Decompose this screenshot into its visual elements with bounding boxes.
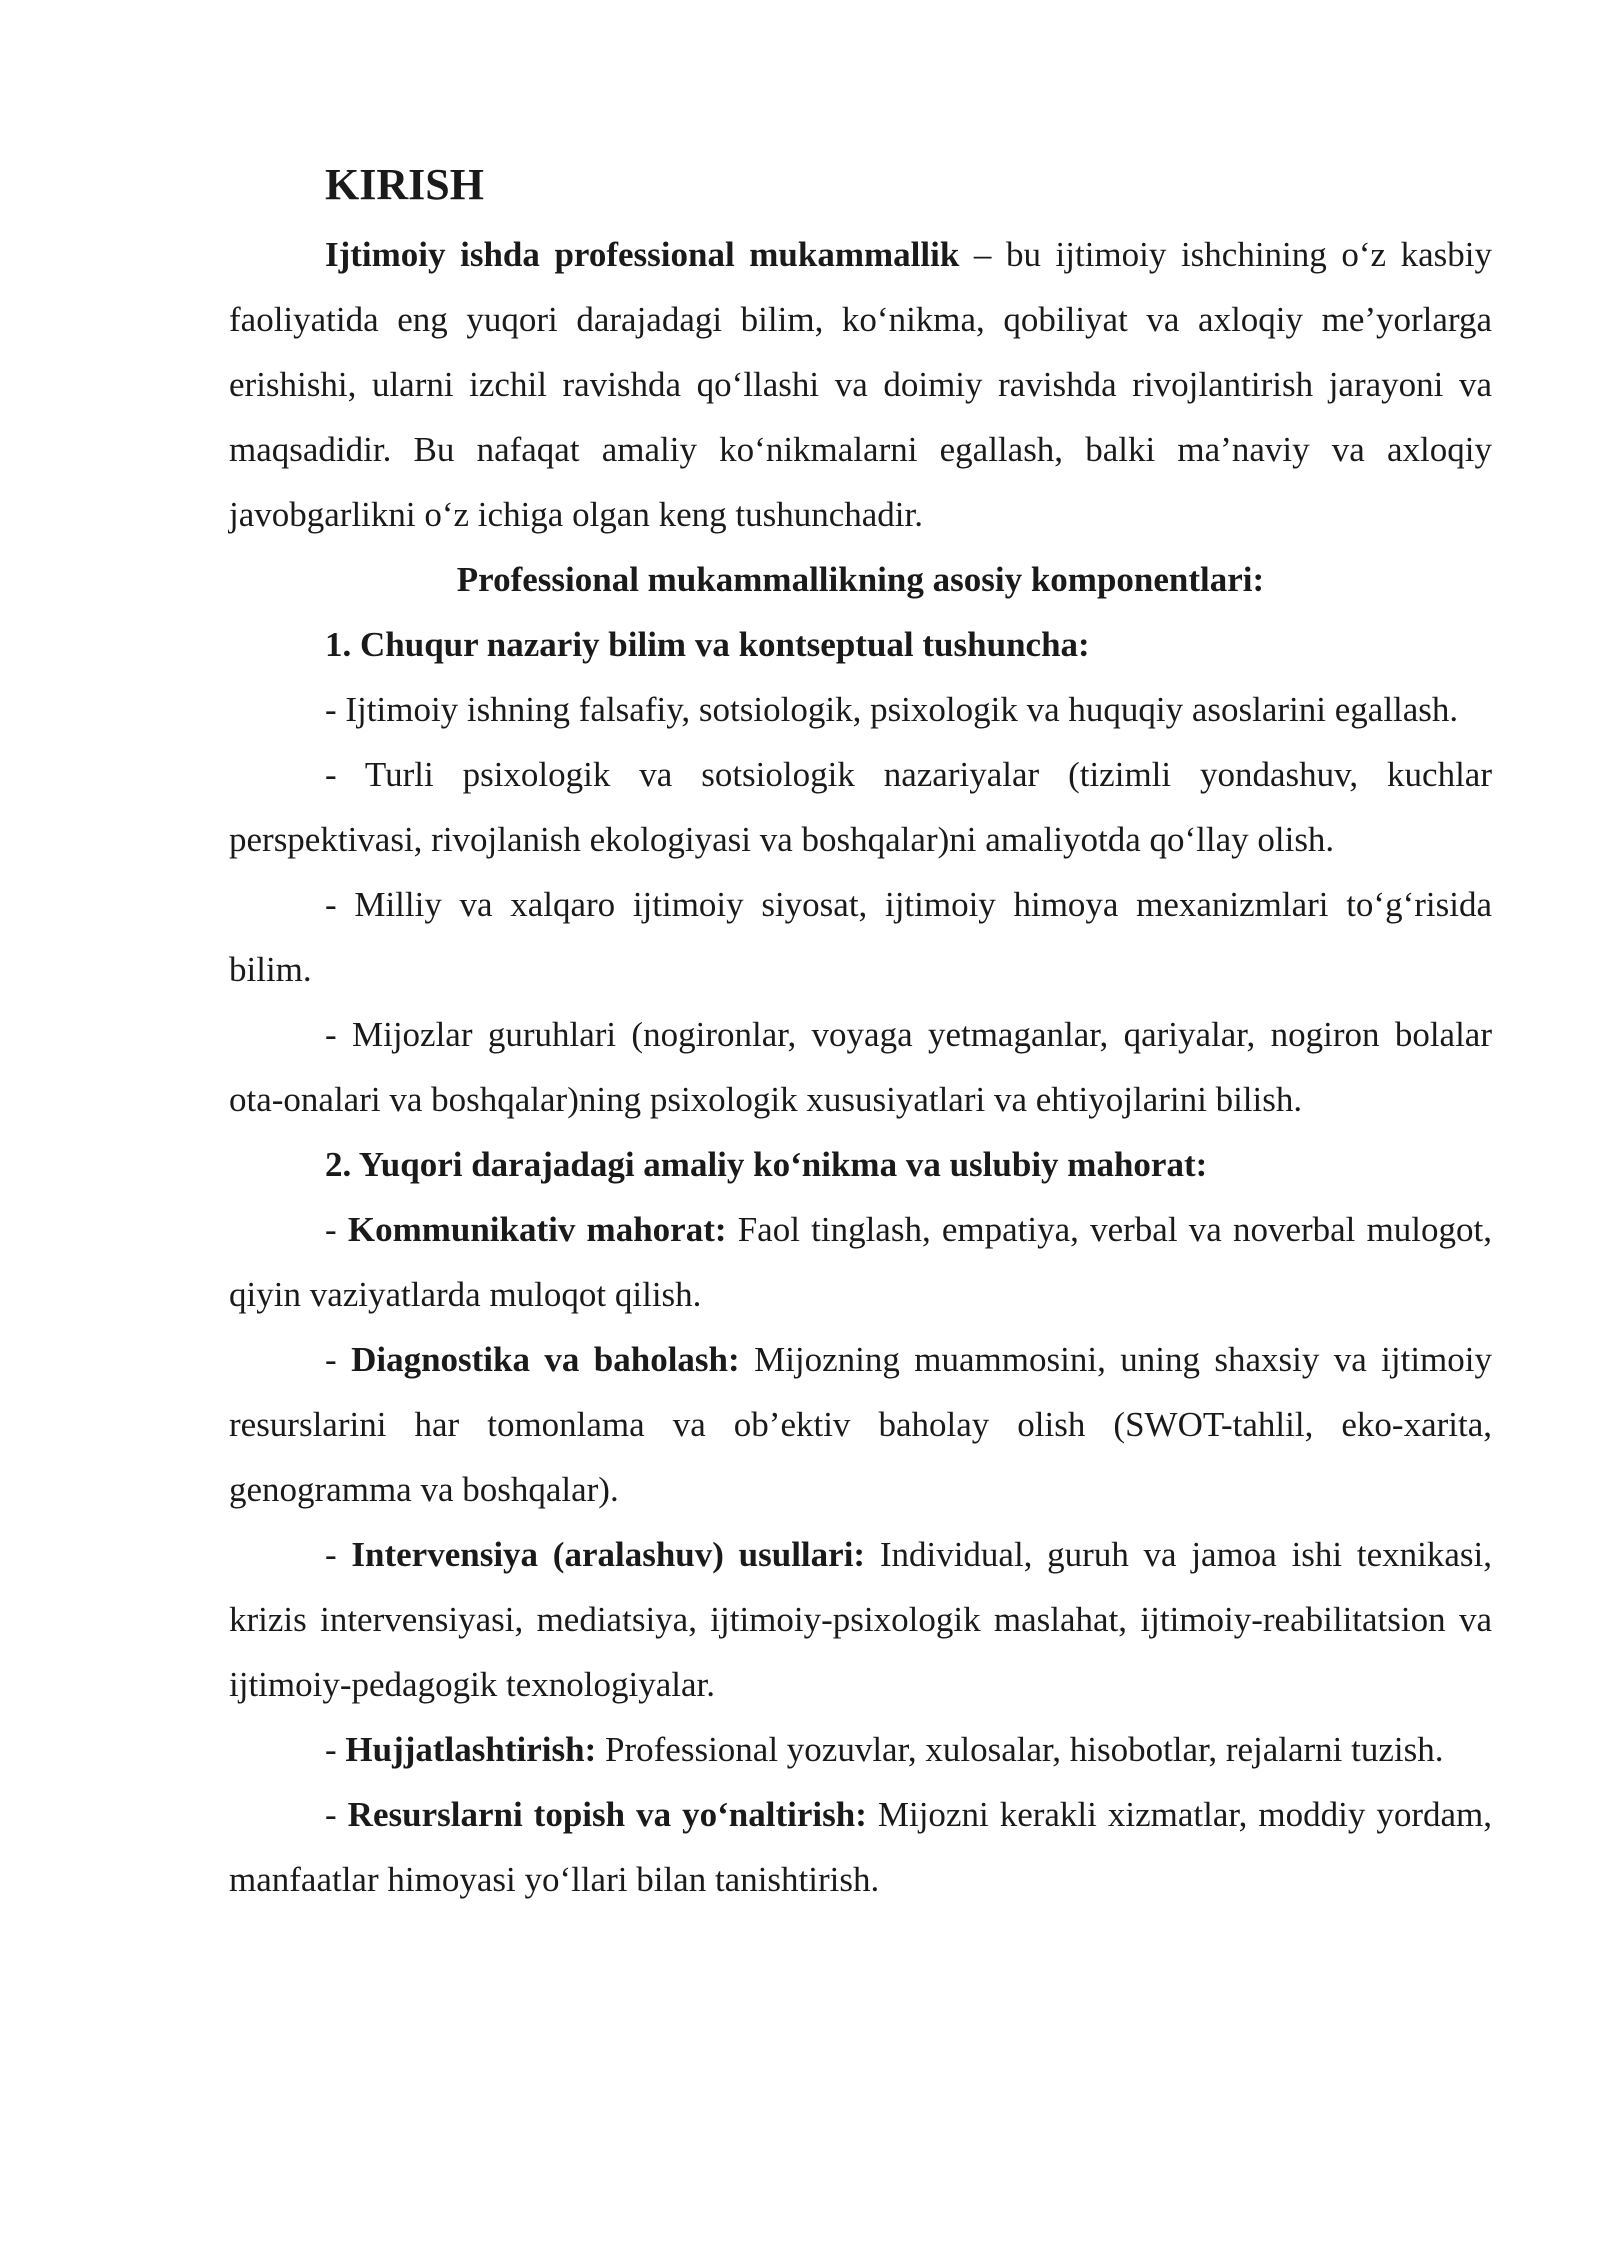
item-dash: - [325, 1730, 346, 1769]
item-text: Individual, guruh va jamoa ishi texnikasi, krizis intervensiyasi, mediatsiya, ijtimoiy-psixologik maslahat, ijtimoiy-reabilitatsion va ijtimoiy-pedagogik texnologiyalar. [229, 1535, 1492, 1704]
item-text: Professional yozuvlar, xulosalar, hisobotlar, rejalarni tuzish. [596, 1730, 1444, 1769]
section-2-heading: 2. Yuqori darajadagi amaliy ko‘nikma va uslubiy mahorat: [325, 1145, 1208, 1184]
intro-paragraph [229, 222, 1492, 547]
section-1-item: - Milliy va xalqaro ijtimoiy siyosat, ijtimoiy himoya mexanizmlari to‘g‘risida bilim. [229, 885, 1492, 989]
item-term: Kommunikativ mahorat: [347, 1210, 727, 1249]
intro-text: – bu ijtimoiy ishchining o‘z kasbiy faoliyatida eng yuqori darajadagi bilim, ko‘nikma, qobiliyat va axloqiy me’yorlarga erishishi, ularni izchil ravishda qo‘llashi va doimiy ravishda rivojlantirish jarayoni va maqsadidir. Bu nafaqat amaliy ko‘nikmalarni egallash, balki ma’naviy va axloqiy javobgarlikni o‘z ichiga olgan keng tushunchadir. [229, 235, 1492, 534]
section-1-item: - Ijtimoiy ishning falsafiy, sotsiologik, psixologik va huquqiy asoslarini egallash. [325, 690, 1459, 729]
intro-term: Ijtimoiy ishda professional mukammallik [325, 235, 960, 274]
section-2-item [229, 1782, 1492, 1912]
item-text: Faol tinglash, empatiya, verbal va noverbal mulogot, qiyin vaziyatlarda muloqot qilish. [229, 1210, 1493, 1314]
item-text: Mijozni kerakli xizmatlar, moddiy yordam, manfaatlar himoyasi yo‘llari bilan tanishtirish. [229, 1795, 1493, 1899]
section-1-item: - Turli psixologik va sotsiologik nazariyalar (tizimli yondashuv, kuchlar perspektivasi, rivojlanish ekologiyasi va boshqalar)ni amaliyotda qo‘llay olish. [229, 755, 1492, 859]
item-term: Hujjatlashtirish: [345, 1730, 597, 1769]
item-dash: - [325, 1795, 348, 1834]
item-dash: - [325, 1535, 352, 1574]
item-term: Diagnostika va baholash: [351, 1340, 740, 1379]
components-heading: Professional mukammallikning asosiy komponentlari: [456, 560, 1265, 599]
section-2-item [229, 1327, 1492, 1522]
section-2-item [229, 1197, 1492, 1327]
section-1-heading: 1. Chuqur nazariy bilim va kontseptual tushuncha: [325, 625, 1090, 664]
item-dash: - [325, 1340, 352, 1379]
item-term: Intervensiya (aralashuv) usullari: [351, 1535, 866, 1574]
item-text: Mijozning muammosini, uning shaxsiy va ijtimoiy resurslarini har tomonlama va ob’ektiv baholay olish (SWOT-tahlil, eko-xarita, genogramma va boshqalar). [229, 1340, 1493, 1509]
section-1-item: - Mijozlar guruhlari (nogironlar, voyaga yetmaganlar, qariyalar, nogiron bolalar ota-onalari va boshqalar)ning psixologik xususiyatlari va ehtiyojlarini bilish. [229, 1015, 1492, 1119]
document-page [229, 150, 1492, 1912]
item-dash: - [325, 1210, 348, 1249]
page-title: KIRISH [325, 160, 484, 209]
item-term: Resurslarni topish va yo‘naltirish: [347, 1795, 867, 1834]
section-2-item [229, 1522, 1492, 1717]
section-2-item [229, 1717, 1492, 1782]
